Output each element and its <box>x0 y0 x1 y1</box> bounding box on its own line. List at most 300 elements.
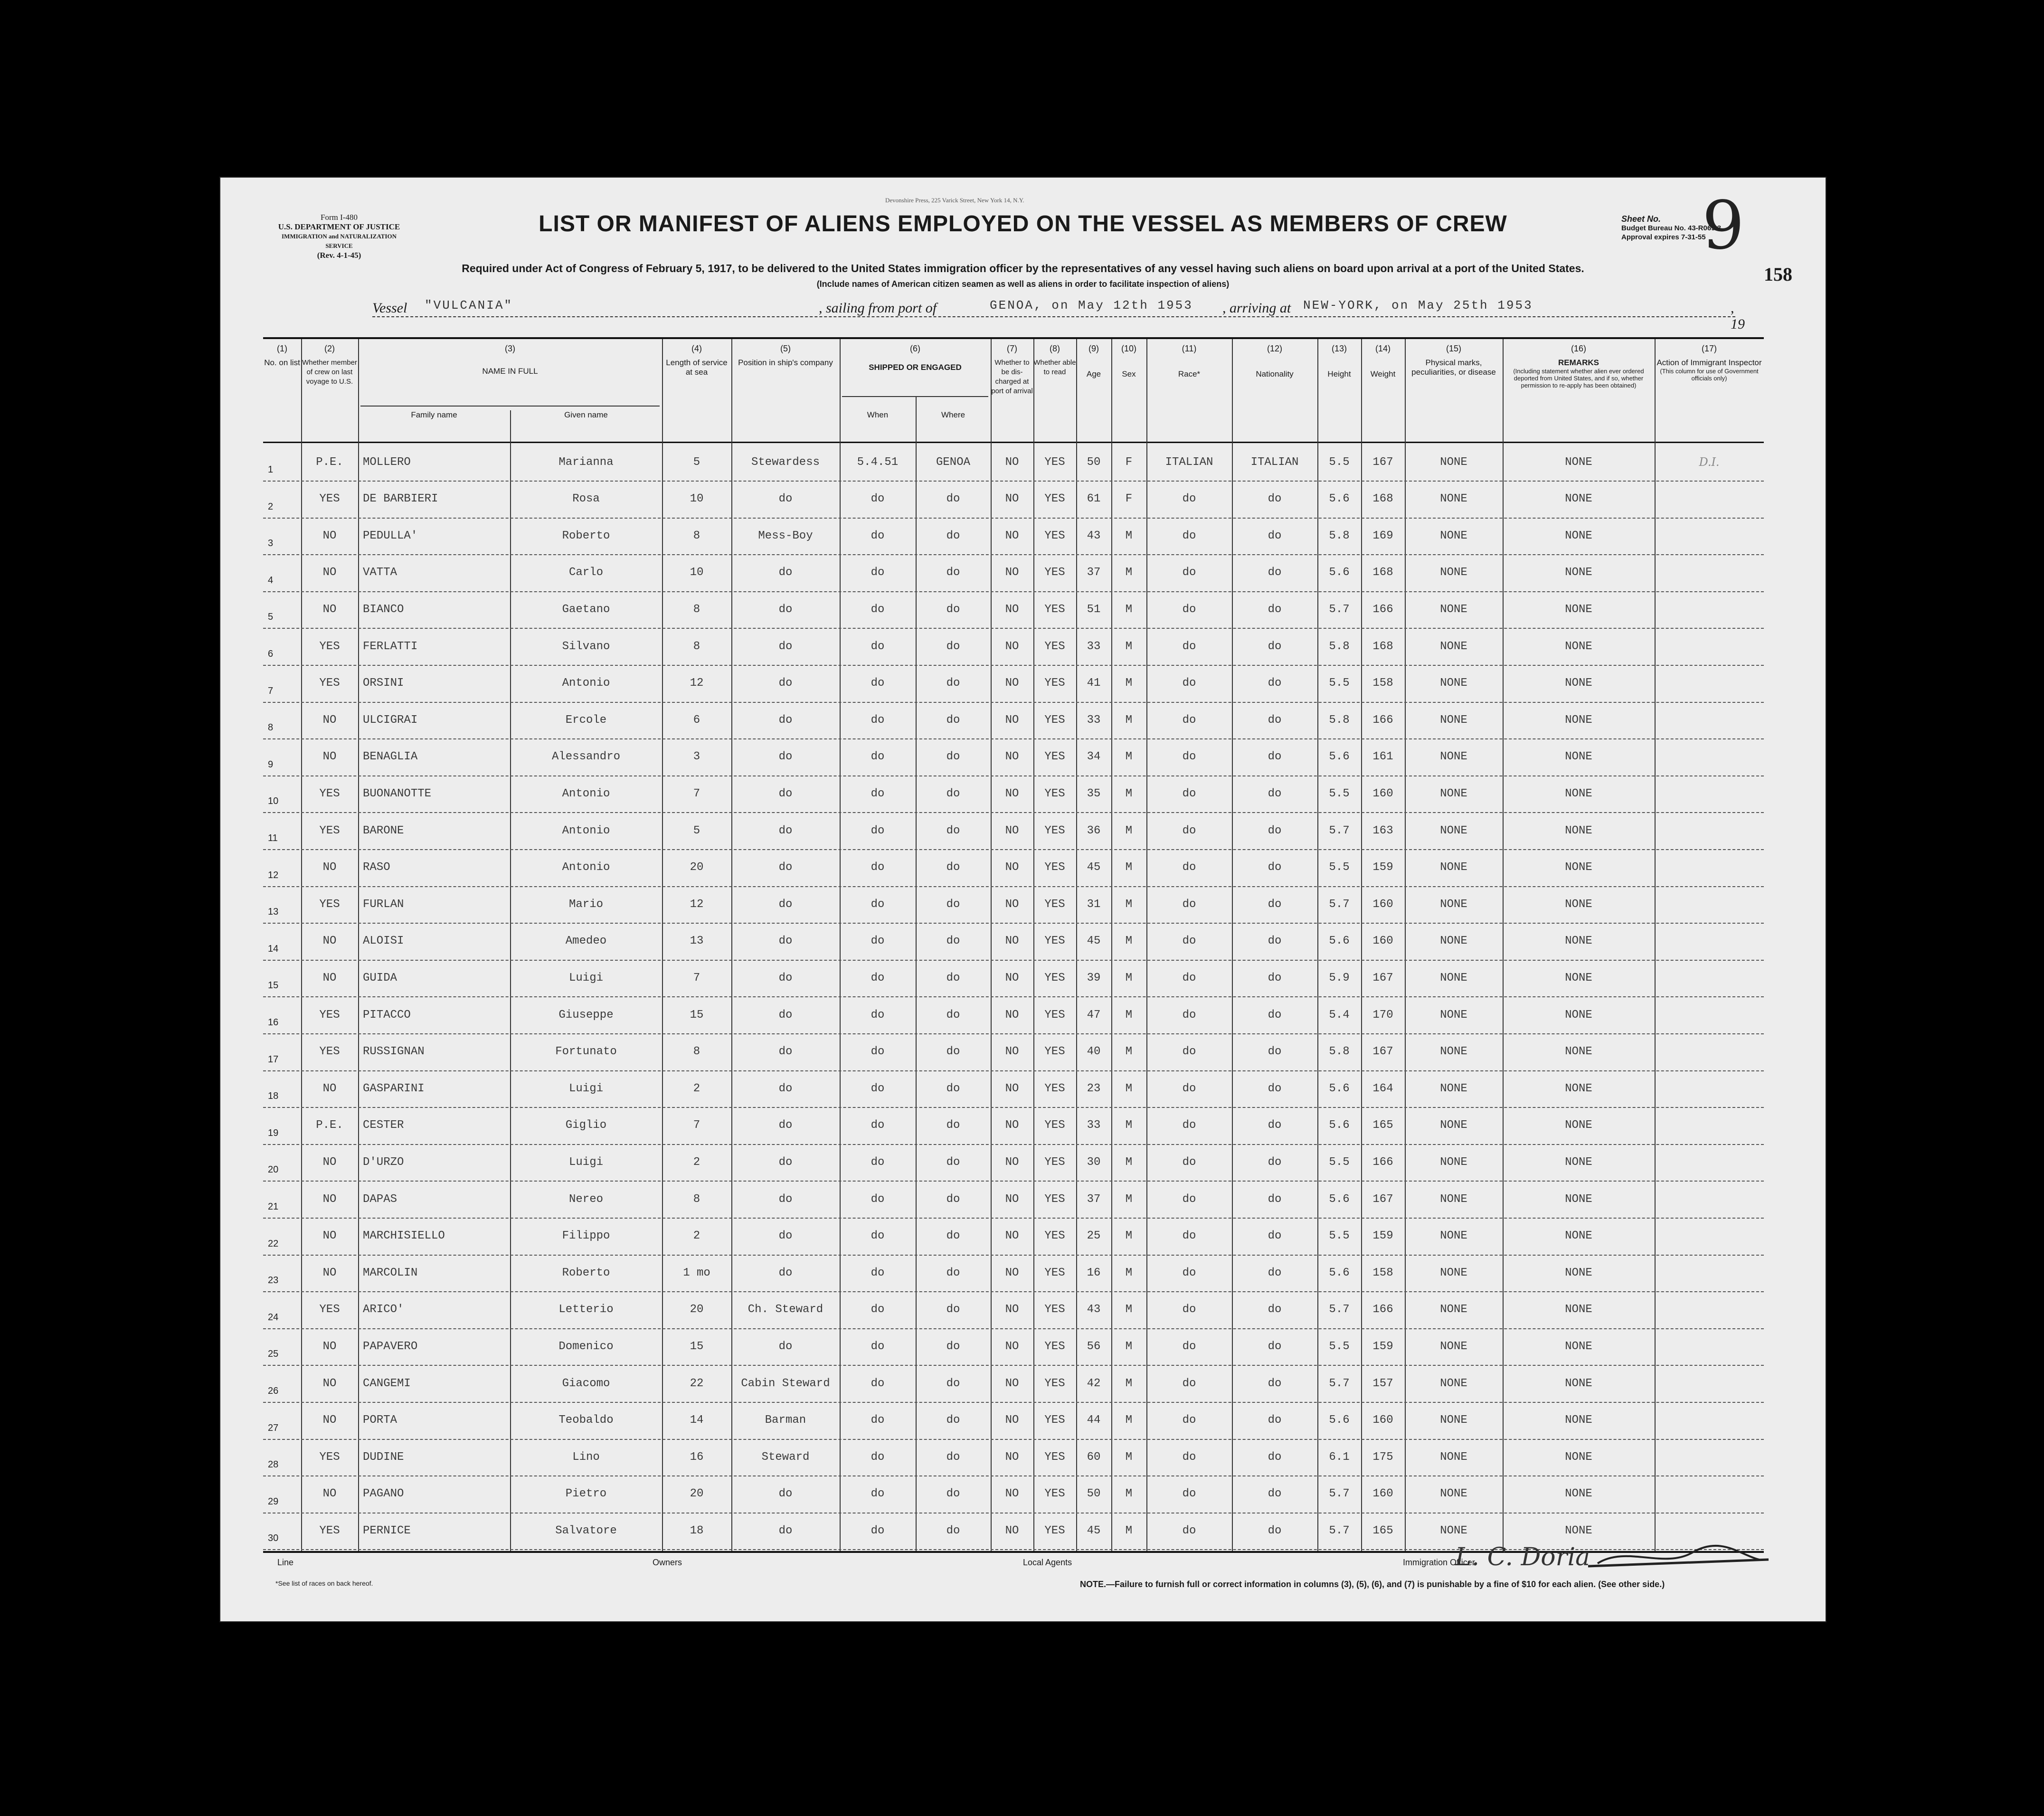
cell-weight: 167 <box>1372 1045 1393 1059</box>
officer-signature <box>1256 1536 1778 1586</box>
cell-weight: 167 <box>1372 455 1393 469</box>
cell-action <box>1655 849 1764 886</box>
cell-family: FERLATTI <box>363 640 418 653</box>
cell-prev: YES <box>319 898 340 911</box>
cell-nat: do <box>1268 787 1282 800</box>
cell-age: 37 <box>1087 1192 1101 1206</box>
cell-nat: do <box>1268 603 1282 616</box>
cell-disch: NO <box>1005 1192 1019 1206</box>
cell-position: do <box>778 1487 793 1501</box>
row-number: 16 <box>268 1017 279 1028</box>
row-number: 6 <box>268 649 274 659</box>
cell-nat: do <box>1268 824 1282 837</box>
cell-sex: M <box>1125 677 1133 690</box>
cell-position: do <box>778 1524 793 1537</box>
cell-prev: YES <box>319 824 340 837</box>
cell-age: 60 <box>1087 1450 1101 1464</box>
cell-weight: 168 <box>1372 492 1393 506</box>
cell-read: YES <box>1044 935 1065 948</box>
cell-sex: M <box>1125 898 1133 911</box>
table-row <box>263 738 1764 776</box>
cell-prev: P.E. <box>316 455 343 469</box>
col-subheader-where: Where <box>941 410 965 419</box>
cell-nat: do <box>1268 1192 1282 1206</box>
cell-prev: NO <box>322 1414 337 1427</box>
cell-marks: NONE <box>1440 677 1467 690</box>
cell-height: 5.8 <box>1329 713 1350 727</box>
cell-read: YES <box>1044 529 1065 542</box>
cell-where: do <box>946 1045 960 1059</box>
cell-service: 20 <box>690 1487 704 1501</box>
cell-when: do <box>871 861 885 874</box>
cell-age: 33 <box>1087 713 1101 727</box>
cell-when: do <box>871 640 885 653</box>
cell-remarks: NONE <box>1565 1487 1592 1501</box>
table-row <box>263 628 1764 666</box>
cell-read: YES <box>1044 1082 1065 1095</box>
cell-action <box>1655 1254 1764 1291</box>
cell-given: Marianna <box>558 455 614 469</box>
cell-prev: P.E. <box>316 1119 343 1132</box>
cell-weight: 166 <box>1372 713 1393 727</box>
cell-position: do <box>778 935 793 948</box>
cell-position: do <box>778 1230 793 1243</box>
cell-service: 8 <box>693 640 700 653</box>
table-row <box>263 1107 1764 1145</box>
col-header-12: (12) Nationality <box>1256 344 1294 378</box>
cell-where: do <box>946 861 960 874</box>
cell-prev: NO <box>322 1192 337 1206</box>
form-subtitle: Required under Act of Congress of February 5, 1917, to be delivered to the United States immigration officer by the representatives of any vessel having such aliens on board upon arrival at a port of the United States. <box>462 262 1584 274</box>
cell-position: do <box>778 1082 793 1095</box>
cell-marks: NONE <box>1440 750 1467 764</box>
cell-age: 16 <box>1087 1266 1101 1279</box>
cell-race: do <box>1182 640 1196 653</box>
cell-prev: YES <box>319 640 340 653</box>
cell-age: 40 <box>1087 1045 1101 1059</box>
cell-age: 41 <box>1087 677 1101 690</box>
cell-position: do <box>778 1155 793 1169</box>
port-of-arrival: NEW-YORK, on May 25th 1953 <box>1303 298 1533 312</box>
cell-where: do <box>946 1119 960 1132</box>
cell-marks: NONE <box>1440 1230 1467 1243</box>
cell-given: Filippo <box>562 1230 610 1243</box>
cell-remarks: NONE <box>1565 824 1592 837</box>
cell-marks: NONE <box>1440 898 1467 911</box>
cell-height: 5.7 <box>1329 1487 1350 1501</box>
cell-service: 5 <box>693 455 700 469</box>
cell-read: YES <box>1044 492 1065 506</box>
cell-prev: NO <box>322 1377 337 1390</box>
cell-weight: 165 <box>1372 1524 1393 1537</box>
cell-given: Luigi <box>568 971 603 984</box>
cell-remarks: NONE <box>1565 1230 1592 1243</box>
cell-family: DAPAS <box>363 1192 397 1206</box>
row-number: 5 <box>268 612 274 623</box>
cell-given: Gaetano <box>562 603 610 616</box>
cell-marks: NONE <box>1440 1524 1467 1537</box>
cell-prev: NO <box>322 971 337 984</box>
cell-race: do <box>1182 677 1196 690</box>
cell-height: 5.6 <box>1329 750 1350 764</box>
cell-nat: do <box>1268 492 1282 506</box>
cell-marks: NONE <box>1440 1340 1467 1353</box>
cell-given: Rosa <box>572 492 600 506</box>
cell-family: MARCHISIELLO <box>363 1230 445 1243</box>
cell-read: YES <box>1044 713 1065 727</box>
cell-marks: NONE <box>1440 1303 1467 1316</box>
cell-weight: 168 <box>1372 566 1393 579</box>
cell-read: YES <box>1044 971 1065 984</box>
cell-nat: do <box>1268 1266 1282 1279</box>
cell-race: do <box>1182 713 1196 727</box>
cell-read: YES <box>1044 603 1065 616</box>
col-header-1: (1) No. on list <box>264 344 300 367</box>
table-row <box>263 554 1764 592</box>
cell-height: 5.5 <box>1329 1230 1350 1243</box>
cell-family: CESTER <box>363 1119 404 1132</box>
cell-service: 2 <box>693 1155 700 1169</box>
cell-sex: M <box>1125 1524 1133 1537</box>
cell-where: do <box>946 1377 960 1390</box>
cell-family: RUSSIGNAN <box>363 1045 425 1059</box>
cell-nat: do <box>1268 1082 1282 1095</box>
cell-remarks: NONE <box>1565 1414 1592 1427</box>
cell-race: do <box>1182 1082 1196 1095</box>
cell-nat: do <box>1268 529 1282 542</box>
cell-disch: NO <box>1005 1487 1019 1501</box>
cell-prev: NO <box>322 603 337 616</box>
cell-when: do <box>871 1266 885 1279</box>
cell-action <box>1655 554 1764 591</box>
cell-service: 7 <box>693 787 700 800</box>
cell-weight: 166 <box>1372 1155 1393 1169</box>
col-header-11: (11) Race* <box>1178 344 1201 378</box>
cell-read: YES <box>1044 750 1065 764</box>
cell-given: Pietro <box>565 1487 607 1501</box>
cell-marks: NONE <box>1440 1414 1467 1427</box>
table-row <box>263 1476 1764 1513</box>
cell-weight: 166 <box>1372 603 1393 616</box>
officer-label: Immigration Officer <box>1403 1558 1475 1567</box>
row-number: 28 <box>268 1459 279 1470</box>
cell-race: do <box>1182 1377 1196 1390</box>
cell-remarks: NONE <box>1565 750 1592 764</box>
cell-weight: 160 <box>1372 1487 1393 1501</box>
row-number: 15 <box>268 980 279 991</box>
cell-read: YES <box>1044 1340 1065 1353</box>
cell-race: do <box>1182 1045 1196 1059</box>
cell-where: do <box>946 529 960 542</box>
cell-weight: 157 <box>1372 1377 1393 1390</box>
row-number: 23 <box>268 1275 279 1286</box>
cell-where: do <box>946 1008 960 1022</box>
cell-given: Nereo <box>568 1192 603 1206</box>
cell-position: do <box>778 603 793 616</box>
cell-when: do <box>871 824 885 837</box>
row-number: 4 <box>268 575 274 586</box>
cell-read: YES <box>1044 1008 1065 1022</box>
table-row <box>263 959 1764 997</box>
cell-height: 5.6 <box>1329 1266 1350 1279</box>
cell-disch: NO <box>1005 713 1019 727</box>
cell-prev: YES <box>319 1045 340 1059</box>
col-header-10: (10) Sex <box>1121 344 1136 378</box>
row-number: 14 <box>268 943 279 954</box>
cell-remarks: NONE <box>1565 1303 1592 1316</box>
cell-read: YES <box>1044 1045 1065 1059</box>
cell-service: 3 <box>693 750 700 764</box>
cell-height: 5.6 <box>1329 492 1350 506</box>
cell-height: 5.6 <box>1329 1192 1350 1206</box>
penalty-note: NOTE.—Failure to furnish full or correct information in columns (3), (5), (6), and (7) is punishable by a fine of $10 for each alien. (See other side.) <box>1080 1580 1665 1589</box>
cell-given: Ercole <box>565 713 607 727</box>
sheet-label: Sheet No. <box>1621 214 1661 224</box>
cell-nat: do <box>1268 1377 1282 1390</box>
cell-service: 6 <box>693 713 700 727</box>
cell-disch: NO <box>1005 1230 1019 1243</box>
cell-nat: do <box>1268 1340 1282 1353</box>
cell-action <box>1655 628 1764 665</box>
row-number: 21 <box>268 1201 279 1212</box>
cell-given: Mario <box>568 898 603 911</box>
cell-when: do <box>871 1450 885 1464</box>
owners-label: Owners <box>653 1558 682 1567</box>
cell-position: Stewardess <box>751 455 820 469</box>
cell-race: do <box>1182 1524 1196 1537</box>
col-header-15: (15) Physical marks, peculiarities, or disease <box>1411 344 1496 377</box>
cell-action <box>1655 996 1764 1033</box>
cell-height: 5.5 <box>1329 1155 1350 1169</box>
cell-read: YES <box>1044 1487 1065 1501</box>
cell-age: 51 <box>1087 603 1101 616</box>
cell-family: GASPARINI <box>363 1082 425 1095</box>
row-number: 13 <box>268 907 279 917</box>
col-subheader-family: Family name <box>411 410 457 419</box>
department-name: U.S. DEPARTMENT OF JUSTICE <box>278 222 400 231</box>
cell-marks: NONE <box>1440 1008 1467 1022</box>
cell-disch: NO <box>1005 1303 1019 1316</box>
cell-action <box>1655 1144 1764 1181</box>
cell-service: 8 <box>693 1045 700 1059</box>
col-header-3: (3) NAME IN FULL <box>482 344 538 376</box>
cell-disch: NO <box>1005 1414 1019 1427</box>
form-number: Form I-480 <box>321 213 358 222</box>
cell-height: 5.8 <box>1329 640 1350 653</box>
cell-prev: YES <box>319 1524 340 1537</box>
col-header-6: (6) SHIPPED OR ENGAGED <box>869 344 962 372</box>
cell-race: do <box>1182 529 1196 542</box>
cell-disch: NO <box>1005 861 1019 874</box>
cell-service: 15 <box>690 1008 704 1022</box>
cell-sex: M <box>1125 824 1133 837</box>
crew-table <box>263 337 1764 1553</box>
table-row <box>263 1438 1764 1476</box>
cell-given: Antonio <box>562 861 610 874</box>
cell-prev: NO <box>322 566 337 579</box>
row-number: 2 <box>268 501 274 512</box>
cell-prev: YES <box>319 787 340 800</box>
vessel-name: "VULCANIA" <box>425 298 513 312</box>
cell-family: PAPAVERO <box>363 1340 418 1353</box>
cell-given: Lino <box>572 1450 600 1464</box>
cell-where: do <box>946 1266 960 1279</box>
cell-marks: NONE <box>1440 1266 1467 1279</box>
cell-service: 20 <box>690 1303 704 1316</box>
cell-where: do <box>946 1155 960 1169</box>
cell-marks: NONE <box>1440 1155 1467 1169</box>
page-number: 158 <box>1764 264 1792 285</box>
cell-where: do <box>946 824 960 837</box>
cell-service: 10 <box>690 566 704 579</box>
cell-read: YES <box>1044 1266 1065 1279</box>
cell-where: do <box>946 1450 960 1464</box>
cell-disch: NO <box>1005 1045 1019 1059</box>
budget-bureau: Budget Bureau No. 43-R069.3 <box>1621 224 1722 232</box>
table-row <box>263 849 1764 887</box>
cell-read: YES <box>1044 640 1065 653</box>
cell-age: 35 <box>1087 787 1101 800</box>
cell-sex: M <box>1125 1230 1133 1243</box>
cell-marks: NONE <box>1440 566 1467 579</box>
cell-position: do <box>778 898 793 911</box>
cell-remarks: NONE <box>1565 1340 1592 1353</box>
cell-sex: M <box>1125 640 1133 653</box>
cell-remarks: NONE <box>1565 603 1592 616</box>
cell-given: Antonio <box>562 824 610 837</box>
cell-remarks: NONE <box>1565 640 1592 653</box>
cell-nat: do <box>1268 1045 1282 1059</box>
cell-sex: M <box>1125 1266 1133 1279</box>
cell-action <box>1655 775 1764 812</box>
cell-remarks: NONE <box>1565 1119 1592 1132</box>
cell-action: D.I. <box>1699 455 1720 469</box>
cell-family: ARICO' <box>363 1303 404 1316</box>
cell-when: do <box>871 1487 885 1501</box>
cell-nat: do <box>1268 1155 1282 1169</box>
cell-race: do <box>1182 861 1196 874</box>
cell-marks: NONE <box>1440 1045 1467 1059</box>
cell-family: BARONE <box>363 824 404 837</box>
row-number: 8 <box>268 722 274 733</box>
cell-weight: 167 <box>1372 971 1393 984</box>
cell-remarks: NONE <box>1565 713 1592 727</box>
table-row <box>263 444 1764 482</box>
cell-weight: 166 <box>1372 1303 1393 1316</box>
cell-sex: M <box>1125 1487 1133 1501</box>
cell-age: 45 <box>1087 1524 1101 1537</box>
cell-read: YES <box>1044 1414 1065 1427</box>
cell-race: do <box>1182 971 1196 984</box>
cell-race: do <box>1182 1230 1196 1243</box>
cell-age: 30 <box>1087 1155 1101 1169</box>
cell-nat: do <box>1268 935 1282 948</box>
cell-race: do <box>1182 750 1196 764</box>
cell-service: 2 <box>693 1230 700 1243</box>
cell-where: do <box>946 566 960 579</box>
cell-remarks: NONE <box>1565 1450 1592 1464</box>
col-header-7: (7) Whether to be dis-charged at port of arrival <box>991 344 1033 395</box>
cell-marks: NONE <box>1440 1119 1467 1132</box>
cell-sex: M <box>1125 1008 1133 1022</box>
cell-service: 22 <box>690 1377 704 1390</box>
cell-age: 33 <box>1087 640 1101 653</box>
cell-given: Teobaldo <box>558 1414 614 1427</box>
cell-family: FURLAN <box>363 898 404 911</box>
cell-race: do <box>1182 898 1196 911</box>
cell-service: 8 <box>693 1192 700 1206</box>
cell-disch: NO <box>1005 1008 1019 1022</box>
cell-race: do <box>1182 1340 1196 1353</box>
cell-when: do <box>871 898 885 911</box>
cell-disch: NO <box>1005 603 1019 616</box>
cell-disch: NO <box>1005 1377 1019 1390</box>
cell-prev: NO <box>322 935 337 948</box>
cell-remarks: NONE <box>1565 971 1592 984</box>
cell-when: do <box>871 1414 885 1427</box>
cell-age: 44 <box>1087 1414 1101 1427</box>
cell-age: 39 <box>1087 971 1101 984</box>
table-row <box>263 996 1764 1034</box>
cell-nat: do <box>1268 971 1282 984</box>
cell-given: Antonio <box>562 677 610 690</box>
table-row <box>263 812 1764 850</box>
cell-sex: M <box>1125 1303 1133 1316</box>
cell-position: Barman <box>765 1414 806 1427</box>
form-instruction: (Include names of American citizen seamen as well as aliens in order to facilitate inspection of aliens) <box>816 279 1230 289</box>
cell-age: 23 <box>1087 1082 1101 1095</box>
cell-disch: NO <box>1005 1119 1019 1132</box>
cell-action <box>1655 812 1764 849</box>
sailing-label: , sailing from port of <box>819 300 937 316</box>
cell-given: Giuseppe <box>558 1008 614 1022</box>
cell-position: do <box>778 1266 793 1279</box>
cell-age: 61 <box>1087 492 1101 506</box>
cell-given: Fortunato <box>555 1045 617 1059</box>
cell-action <box>1655 1033 1764 1070</box>
cell-read: YES <box>1044 1524 1065 1537</box>
cell-read: YES <box>1044 677 1065 690</box>
cell-age: 50 <box>1087 455 1101 469</box>
cell-sex: M <box>1125 566 1133 579</box>
cell-family: DE BARBIERI <box>363 492 438 506</box>
row-number: 25 <box>268 1349 279 1360</box>
cell-when: do <box>871 1155 885 1169</box>
table-row <box>263 1365 1764 1403</box>
cell-race: ITALIAN <box>1165 455 1213 469</box>
cell-age: 33 <box>1087 1119 1101 1132</box>
cell-service: 13 <box>690 935 704 948</box>
cell-marks: NONE <box>1440 935 1467 948</box>
cell-position: Steward <box>761 1450 810 1464</box>
row-number: 3 <box>268 538 274 549</box>
cell-nat: do <box>1268 1414 1282 1427</box>
cell-sex: F <box>1125 492 1133 506</box>
cell-remarks: NONE <box>1565 1192 1592 1206</box>
cell-weight: 159 <box>1372 1230 1393 1243</box>
cell-where: do <box>946 1487 960 1501</box>
cell-given: Carlo <box>568 566 603 579</box>
cell-remarks: NONE <box>1565 1524 1592 1537</box>
cell-position: do <box>778 677 793 690</box>
cell-age: 45 <box>1087 861 1101 874</box>
cell-prev: NO <box>322 1155 337 1169</box>
cell-race: do <box>1182 1303 1196 1316</box>
cell-nat: do <box>1268 861 1282 874</box>
cell-family: PORTA <box>363 1414 397 1427</box>
col-header-5: (5) Position in ship's company <box>738 344 833 367</box>
cell-disch: NO <box>1005 640 1019 653</box>
